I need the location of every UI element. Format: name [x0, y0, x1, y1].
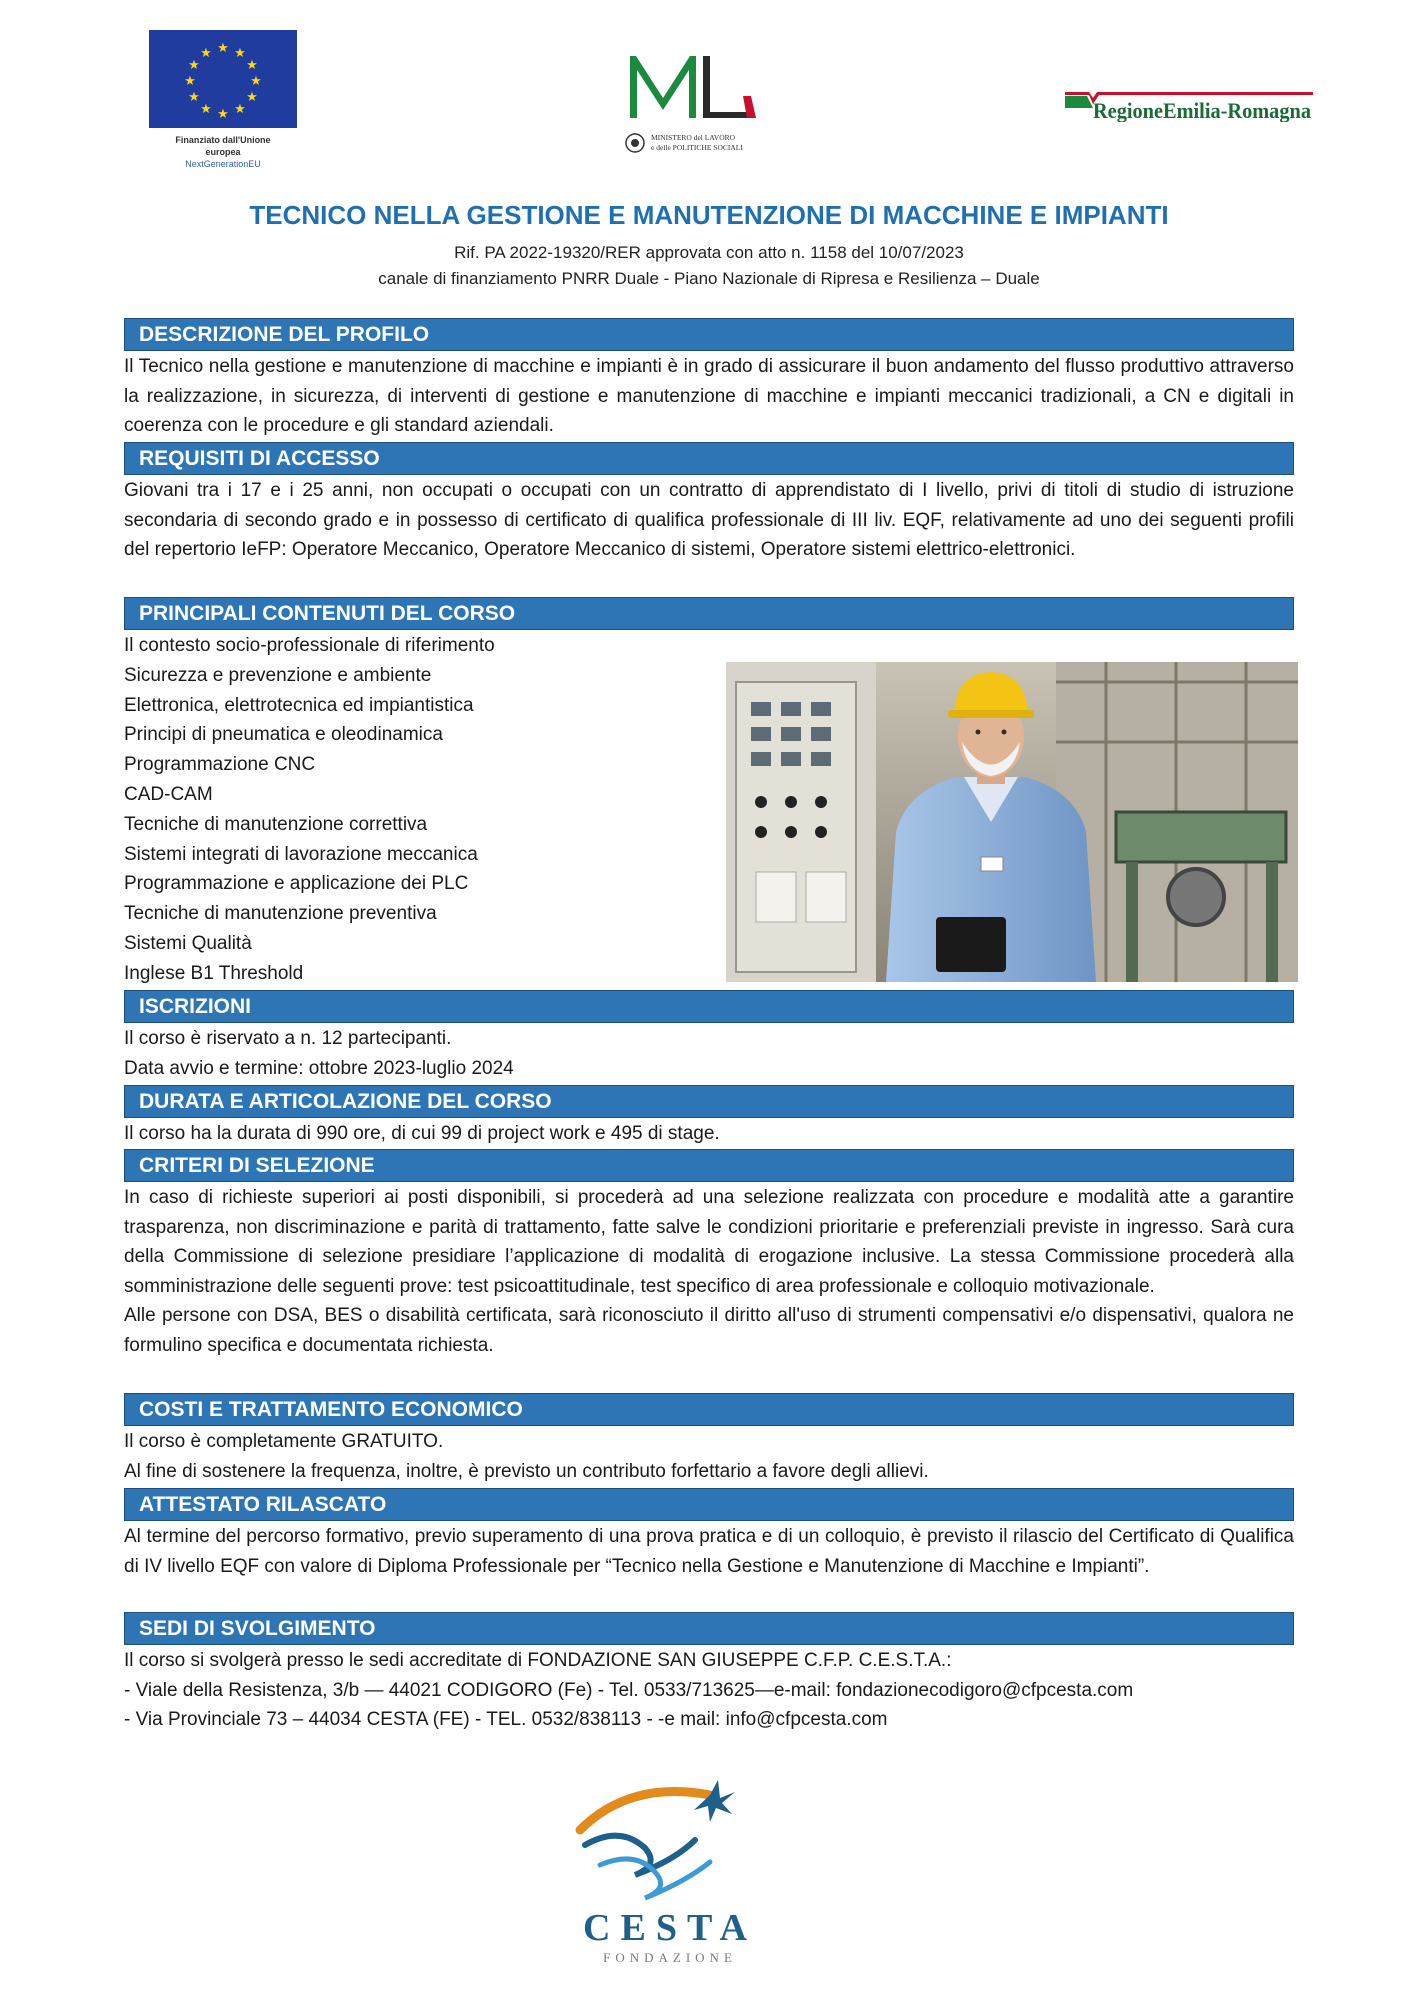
criteri-paragraph-2: Alle persone con DSA, BES o disabilità certificata, sarà riconosciuto il diritto all'uso di strumenti compensativi e/o dispensativi, qualora ne formulino specifica e documentata richiesta. — [124, 1305, 1294, 1356]
section-header-requisiti: REQUISITI DI ACCESSO — [124, 442, 1294, 475]
page-title: TECNICO NELLA GESTIONE E MANUTENZIONE DI MACCHINE E IMPIANTI — [249, 200, 1169, 230]
svg-text:★: ★ — [246, 90, 258, 105]
funding-channel-line: canale di finanziamento PNRR Duale - Piano Nazionale di Ripresa e Resilienza – Duale — [378, 269, 1040, 288]
durata-text: Il corso ha la durata di 990 ore, di cui 99 di project work e 495 di stage. — [124, 1123, 720, 1144]
costi-text — [124, 1427, 1294, 1486]
criteri-text — [124, 1183, 1294, 1360]
svg-text:★: ★ — [250, 74, 262, 89]
sedi-intro: Il corso si svolgerà presso le sedi accreditate di FONDAZIONE SAN GIUSEPPE C.F.P. C.E.S.T.A.: — [124, 1650, 952, 1671]
section-header-durata: DURATA E ARTICOLAZIONE DEL CORSO — [124, 1085, 1294, 1118]
iscrizioni-dates: Data avvio e termine: ottobre 2023-luglio 2024 — [124, 1057, 514, 1079]
svg-text:★: ★ — [234, 102, 246, 117]
svg-text:★: ★ — [188, 58, 200, 73]
cesta-subtitle: FONDAZIONE — [603, 1950, 737, 1965]
sedi-codigoro: - Viale della Resistenza, 3/b — 44021 CODIGORO (Fe) - Tel. 0533/713625—e-mail: fondazionecodigoro@cfpcesta.com — [124, 1679, 1134, 1701]
svg-text:★: ★ — [200, 46, 212, 61]
eu-flag-icon — [149, 30, 297, 128]
svg-text:★: ★ — [200, 102, 212, 117]
eu-logo — [148, 30, 298, 170]
descrizione-text: Il Tecnico nella gestione e manutenzione di macchine e impianti è in grado di assicurare il buon andamento del flusso produttivo attraverso la realizzazione, in sicurezza, di interventi di gestione e manutenzione di macchine e impianti meccanici tradizionali, a CN e digitali in coerenza con le procedure e gli standard aziendali. — [124, 356, 1294, 436]
iscrizioni-text — [124, 1024, 1294, 1083]
costi-free: Il corso è completamente GRATUITO. — [124, 1431, 444, 1452]
section-header-attestato: ATTESTATO RILASCATO — [124, 1488, 1294, 1521]
sedi-cesta: - Via Provinciale 73 – 44034 CESTA (FE) - TEL. 0532/838113 - -e mail: info@cfpcesta.com — [124, 1709, 888, 1730]
svg-text:★: ★ — [246, 58, 258, 73]
list-item: Tecniche di manutenzione preventiva — [124, 903, 437, 925]
ministry-logo — [625, 50, 775, 160]
svg-text:★: ★ — [217, 41, 229, 56]
technician-photo — [726, 662, 1298, 982]
svg-text:★: ★ — [188, 90, 200, 105]
ministry-name-line2: e delle POLITICHE SOCIALI — [651, 143, 743, 152]
list-item: Sistemi integrati di lavorazione meccanica — [124, 843, 478, 865]
section-header-criteri: CRITERI DI SELEZIONE — [124, 1149, 1294, 1182]
svg-text:★: ★ — [184, 74, 196, 89]
course-contents-list — [124, 631, 684, 989]
list-item: CAD-CAM — [124, 783, 213, 805]
list-item: Sicurezza e prevenzione e ambiente — [124, 664, 432, 686]
section-header-descrizione: DESCRIZIONE DEL PROFILO — [124, 318, 1294, 351]
costi-contribution: Al fine di sostenere la frequenza, inoltre, è previsto un contributo forfettario a favore degli allievi. — [124, 1460, 929, 1482]
eu-caption: Finanziato dall'Unione europea NextGenerationEU — [175, 135, 271, 169]
list-item: Programmazione CNC — [124, 754, 316, 776]
requisiti-text: Giovani tra i 17 e i 25 anni, non occupati o occupati con un contratto di apprendistato di I livello, privi di titoli di studio di istruzione secondaria di secondo grado e in possesso di certificato di qualifica professionale di III liv. EQF, relativamente ad uno dei seguenti profili del repertorio IeFP: Operatore Meccanico, Operatore Meccanico di sistemi, Operatore sistemi elettrico-elettronici. — [124, 480, 1294, 560]
section-header-contenuti: PRINCIPALI CONTENUTI DEL CORSO — [124, 597, 1294, 630]
attestato-text: Al termine del percorso formativo, previo superamento di una prova pratica e di un colloquio, è previsto il rilascio del Certificato di Qualifica di IV livello EQF con valore di Diploma Professionale per “Tecnico nella Gestione e Manutenzione di Macchine e Impianti”. — [124, 1526, 1294, 1577]
region-name: RegioneEmilia-Romagna — [1093, 98, 1311, 122]
svg-text:★: ★ — [217, 107, 229, 122]
region-logo — [1063, 86, 1313, 122]
list-item: Inglese B1 Threshold — [124, 962, 304, 984]
section-header-sedi: SEDI DI SVOLGIMENTO — [124, 1612, 1294, 1645]
svg-text:★: ★ — [234, 46, 246, 61]
criteri-paragraph-1: In caso di richieste superiori ai posti disponibili, si procederà ad una selezione realizzata con procedure e modalità atte a garantire trasparenza, non discriminazione e parità di trattamento, fatte salve le condizioni prioritarie e preferenziali previste in ingresso. Sarà cura della Commissione di selezione presidiare l’applicazione di modalità di erogazione inclusive. La stessa Commissione procederà alla somministrazione delle seguenti prove: test psicoattitudinale, test specifico di area professionale e colloquio motivazionale. — [124, 1187, 1294, 1297]
reference-line: Rif. PA 2022-19320/RER approvata con atto n. 1158 del 10/07/2023 — [454, 243, 964, 262]
list-item: Principi di pneumatica e oleodinamica — [124, 724, 443, 746]
list-item: Tecniche di manutenzione correttiva — [124, 813, 428, 835]
iscrizioni-participants: Il corso è riservato a n. 12 partecipanti. — [124, 1028, 452, 1049]
section-header-costi: COSTI E TRATTAMENTO ECONOMICO — [124, 1393, 1294, 1426]
list-item: Elettronica, elettrotecnica ed impiantistica — [124, 694, 474, 716]
ministry-name-line1: MINISTERO del LAVORO — [651, 133, 736, 142]
section-header-iscrizioni: ISCRIZIONI — [124, 990, 1294, 1023]
cesta-name: CESTA — [583, 1907, 757, 1949]
cesta-logo — [560, 1770, 780, 1970]
list-item: Il contesto socio-professionale di riferimento — [124, 635, 495, 656]
list-item: Programmazione e applicazione dei PLC — [124, 873, 469, 895]
list-item: Sistemi Qualità — [124, 932, 252, 954]
sedi-text — [124, 1646, 1294, 1735]
